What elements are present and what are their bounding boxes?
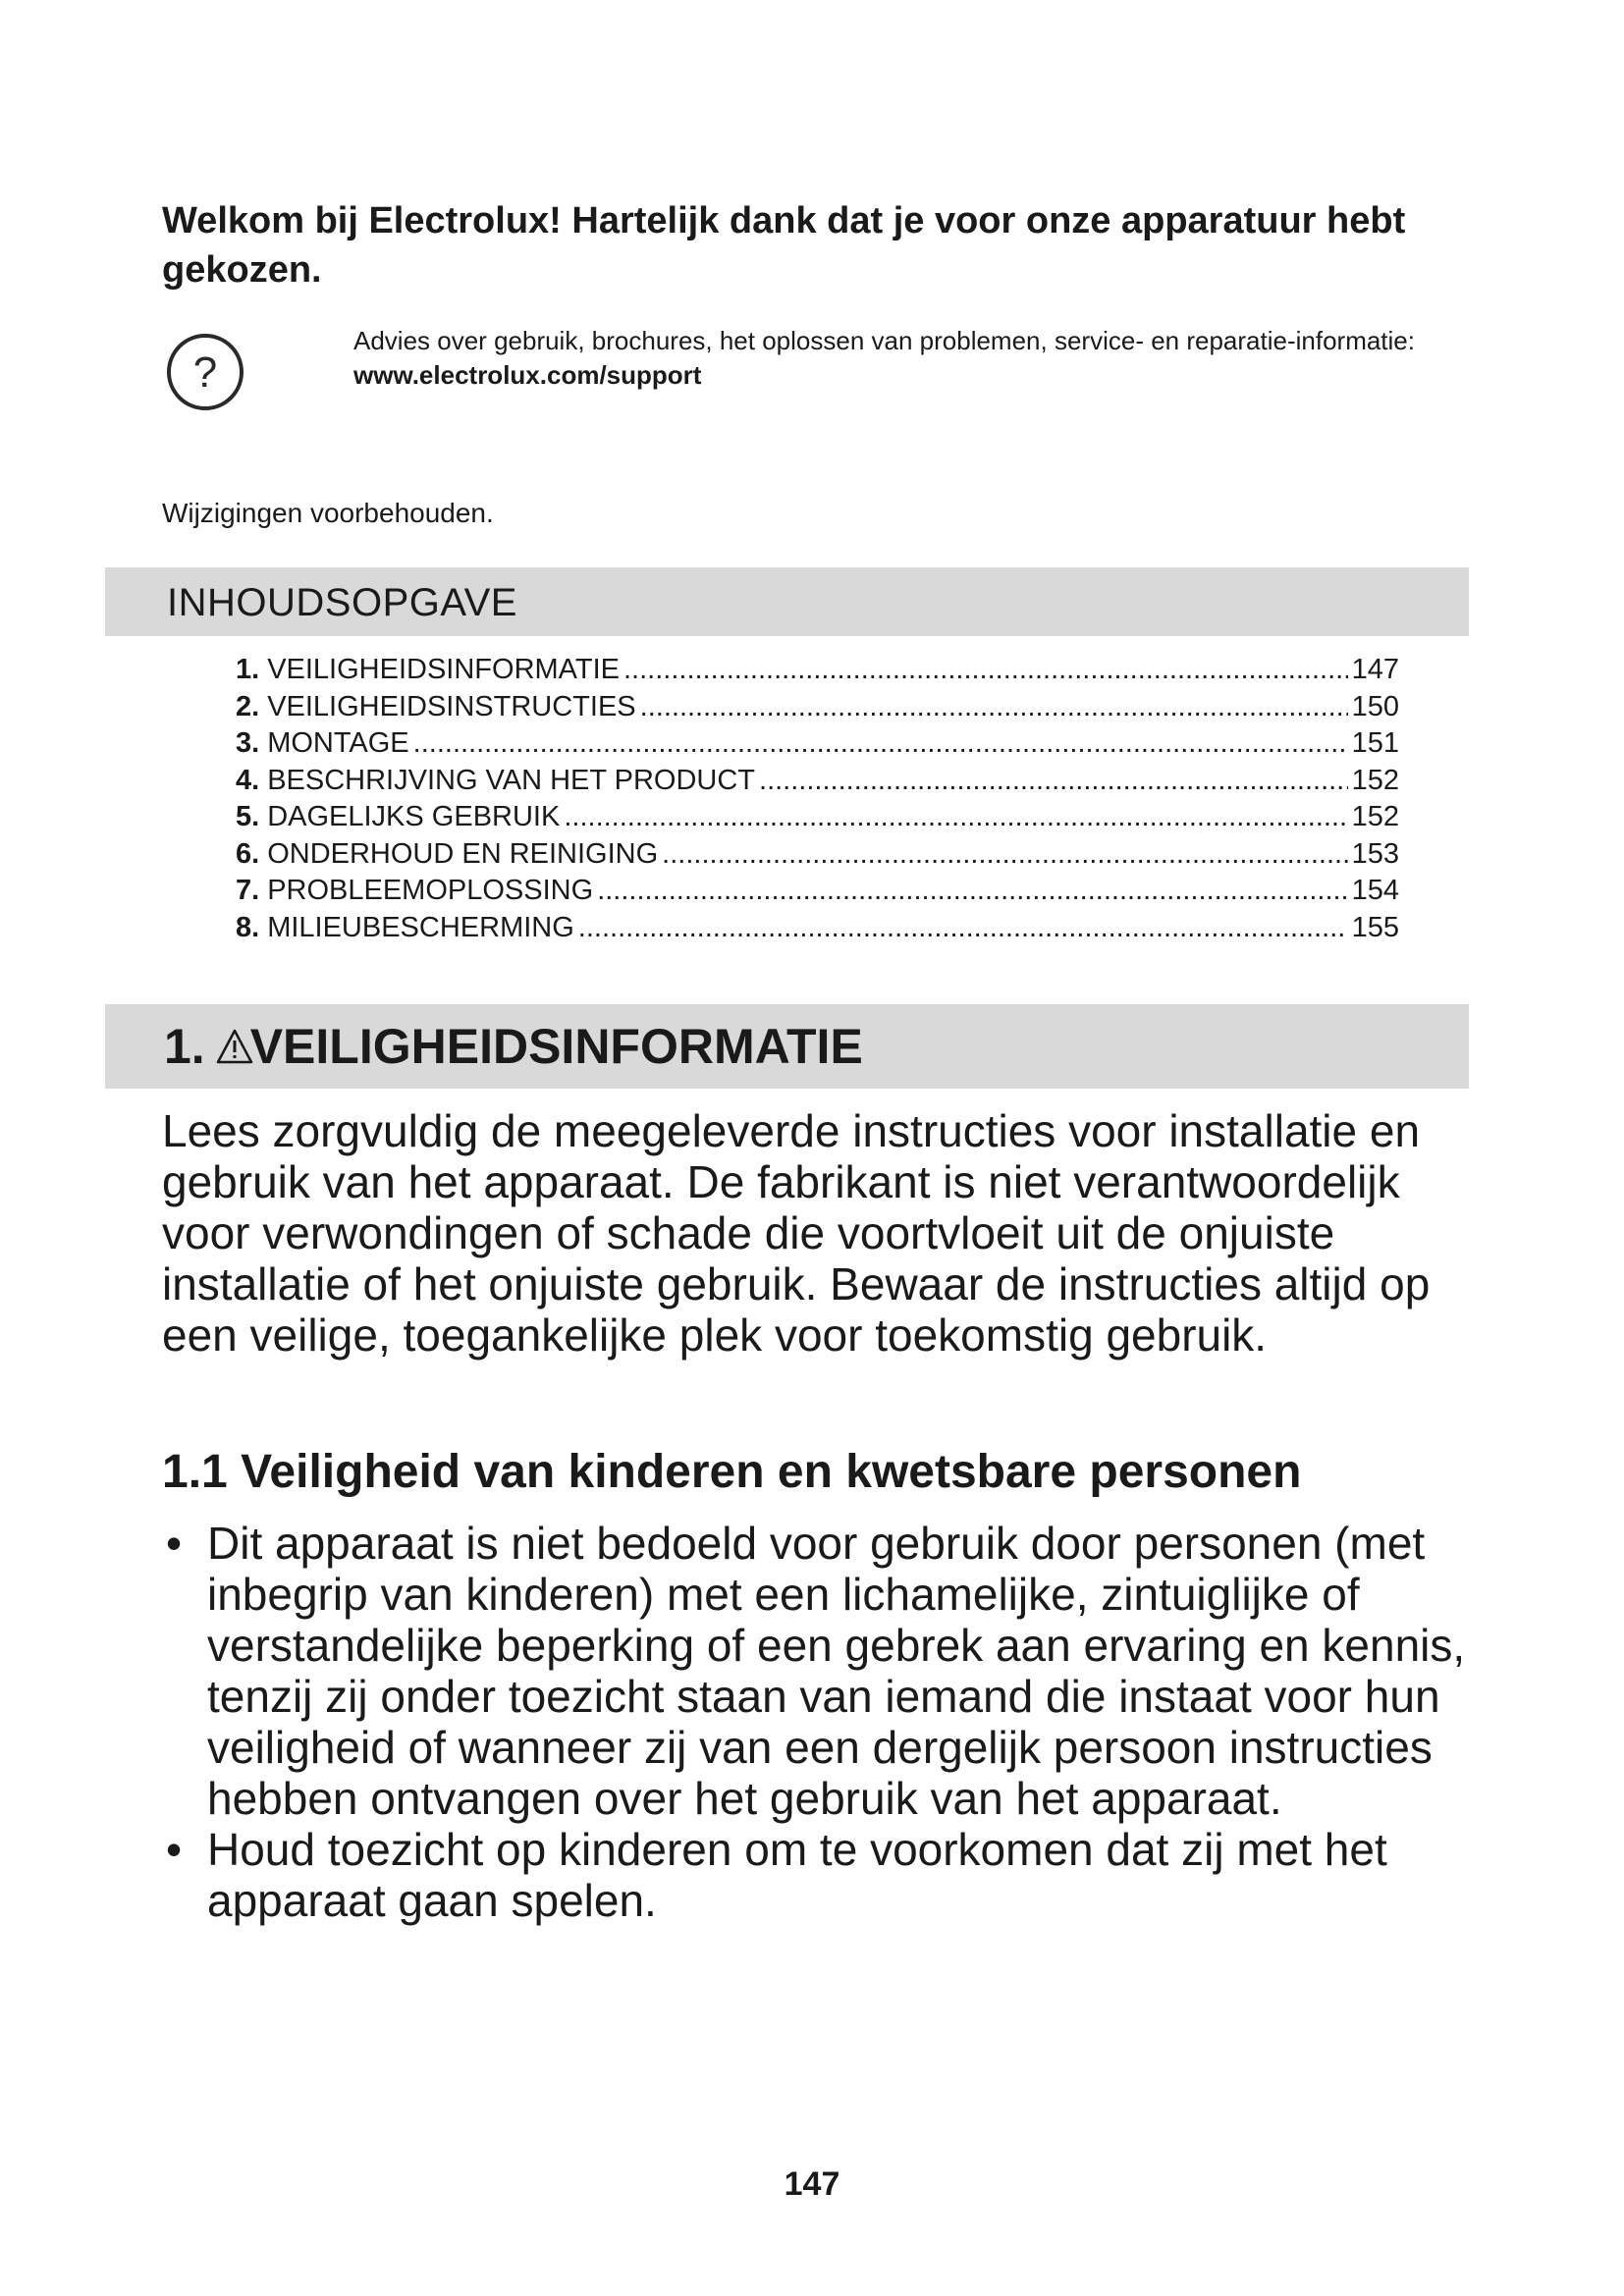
toc-header — [105, 567, 1469, 636]
toc-item[interactable] — [236, 763, 1399, 800]
toc-item-number: 4. — [236, 764, 260, 796]
toc-item-page: 151 — [1351, 727, 1399, 759]
toc-item-page: 147 — [1351, 654, 1399, 685]
toc-leader — [578, 910, 1348, 947]
toc-item[interactable] — [236, 910, 1399, 947]
toc-item-label: PROBLEEMOPLOSSING — [267, 875, 594, 906]
toc-leader — [662, 836, 1347, 874]
toc-leader — [564, 799, 1347, 836]
help-circle-icon — [165, 332, 245, 412]
welcome-heading: Welkom bij Electrolux! Hartelijk dank dat je voor onze apparatuur hebt gekozen. — [162, 200, 1406, 291]
changes-note: Wijzigingen voorbehouden. — [162, 498, 494, 528]
toc-item-label: DAGELIJKS GEBRUIK — [267, 801, 561, 832]
toc-item-label: VEILIGHEIDSINSTRUCTIES — [267, 690, 636, 722]
toc-item-label: MONTAGE — [267, 727, 409, 759]
toc-item-number: 1. — [236, 654, 260, 685]
toc-item-page: 155 — [1351, 911, 1399, 943]
toc-item-page: 150 — [1351, 690, 1399, 722]
toc-item-number: 6. — [236, 837, 260, 870]
toc-item-label: ONDERHOUD EN REINIGING — [267, 837, 659, 870]
toc-item-page: 152 — [1351, 764, 1399, 796]
toc-item-page: 154 — [1351, 875, 1399, 906]
toc-item-number: 8. — [236, 911, 260, 943]
toc-item[interactable] — [236, 652, 1399, 689]
table-of-contents — [236, 652, 1399, 946]
toc-leader — [759, 763, 1348, 800]
svg-text:?: ? — [192, 348, 218, 397]
safety-bullets — [162, 1518, 1483, 1926]
toc-leader — [640, 689, 1348, 726]
toc-item-number: 5. — [236, 801, 260, 832]
toc-item-page: 152 — [1351, 801, 1399, 832]
toc-item[interactable] — [236, 725, 1399, 763]
toc-leader — [623, 652, 1348, 689]
toc-item[interactable] — [236, 689, 1399, 726]
list-item: • Dit apparaat is niet bedoeld voor gebruik door personen (met inbegrip van kinderen) met een lichamelijke, zintuiglijke of verstandelijke beperking of een gebrek aan ervaring en kennis, tenzij zij onder toezicht staan van iemand die instaat voor hun veiligheid of wanneer zij van een dergelijk persoon instructies hebben ontvangen over het gebruik van het apparaat. — [162, 1518, 1483, 1824]
toc-item-number: 7. — [236, 875, 260, 906]
toc-item-number: 2. — [236, 690, 260, 722]
section-number: 1. — [164, 1019, 205, 1074]
support-text: Advies over gebruik, brochures, het oplossen van problemen, service- en reparatie-informatie: — [353, 326, 1415, 355]
toc-item-label: MILIEUBESCHERMING — [267, 911, 574, 943]
toc-title: INHOUDSOPGAVE — [167, 581, 517, 624]
toc-item[interactable] — [236, 836, 1399, 874]
section-title-text: VEILIGHEIDSINFORMATIE — [249, 1019, 863, 1074]
section-header — [105, 1004, 1469, 1089]
section-intro: Lees zorgvuldig de meegeleverde instructies voor installatie en gebruik van het apparaat. De fabrikant is niet verantwoordelijk voor verwondingen of schade die voortvloeit uit de onjuiste installatie of het onjuiste gebruik. Bewaar de instructies altijd op een veilige, toegankelijke plek voor toekomstig gebruik. — [162, 1105, 1431, 1361]
toc-item-label: BESCHRIJVING VAN HET PRODUCT — [267, 764, 756, 796]
toc-leader — [413, 725, 1348, 763]
list-item: • Houd toezicht op kinderen om te voorkomen dat zij met het apparaat gaan spelen. — [162, 1824, 1483, 1926]
subsection-title: 1.1 Veiligheid van kinderen en kwetsbare personen — [162, 1446, 1302, 1498]
toc-item[interactable] — [236, 799, 1399, 836]
warning-triangle-icon — [215, 1028, 254, 1065]
support-info — [353, 324, 1473, 393]
toc-item-number: 3. — [236, 727, 260, 759]
page-number: 147 — [784, 2165, 840, 2203]
toc-item-page: 153 — [1351, 837, 1399, 870]
section-title — [164, 1020, 863, 1073]
support-link[interactable]: www.electrolux.com/support — [353, 360, 702, 390]
toc-item-label: VEILIGHEIDSINFORMATIE — [267, 654, 620, 685]
toc-item[interactable] — [236, 873, 1399, 910]
toc-leader — [597, 873, 1347, 910]
